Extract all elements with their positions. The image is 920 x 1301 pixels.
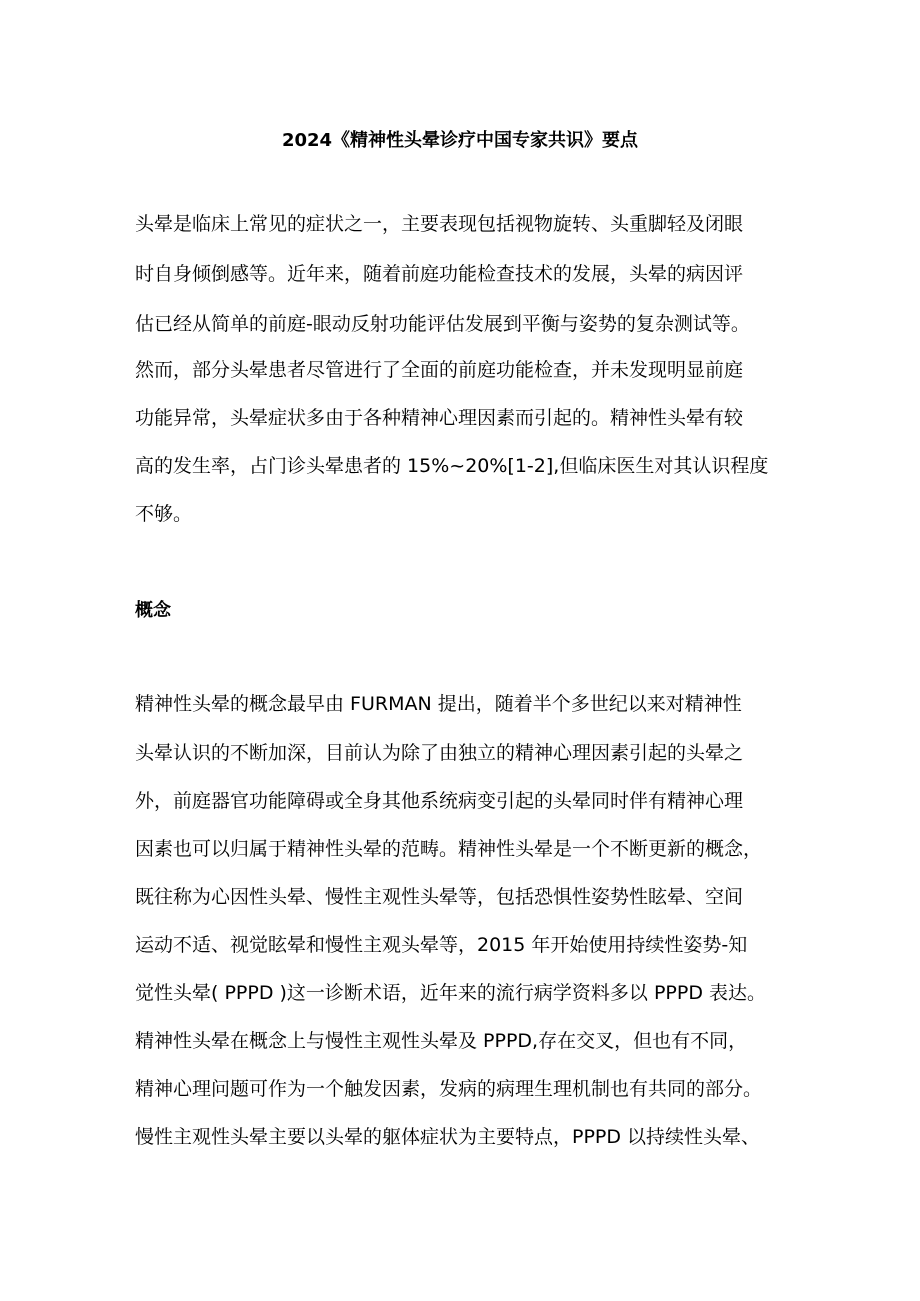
- intro-line: 高的发生率，占门诊头晕患者的 15%~20%[1-2],但临床医生对其认识程度: [135, 455, 769, 477]
- concept-line: 运动不适、视觉眩晕和慢性主观头晕等，2015 年开始使用持续性姿势-知: [135, 934, 748, 956]
- intro-line: 头晕是临床上常见的症状之一，主要表现包括视物旋转、头重脚轻及闭眼: [135, 213, 744, 235]
- concept-line: 既往称为心因性头晕、慢性主观性头晕等，包括恐惧性姿势性眩晕、空间: [135, 886, 744, 908]
- concept-line: 精神心理问题可作为一个触发因素，发病的病理生理机制也有共同的部分。: [135, 1078, 763, 1100]
- concept-line: 精神性头晕的概念最早由 FURMAN 提出，随着半个多世纪以来对精神性: [135, 693, 742, 715]
- intro-line: 然而，部分头晕患者尽管进行了全面的前庭功能检查，并未发现明显前庭: [135, 359, 744, 381]
- concept-line: 慢性主观性头晕主要以头晕的躯体症状为主要特点，PPPD 以持续性头晕、: [135, 1126, 761, 1148]
- intro-line: 功能异常，头晕症状多由于各种精神心理因素而引起的。精神性头晕有较: [135, 407, 744, 429]
- intro-line: 不够。: [135, 503, 193, 525]
- intro-line: 估已经从简单的前庭-眼动反射功能评估发展到平衡与姿势的复杂测试等。: [135, 313, 750, 335]
- concept-line: 精神性头晕在概念上与慢性主观性头晕及 PPPD,存在交叉，但也有不同，: [135, 1030, 748, 1052]
- concept-line: 外，前庭器官功能障碍或全身其他系统病变引起的头晕同时伴有精神心理: [135, 790, 744, 812]
- intro-line: 时自身倾倒感等。近年来，随着前庭功能检查技术的发展，头晕的病因评: [135, 263, 744, 285]
- document-title: 2024《精神性头晕诊疗中国专家共识》要点: [281, 130, 639, 151]
- concept-line: 因素也可以归属于精神性头晕的范畴。精神性头晕是一个不断更新的概念，: [135, 838, 763, 860]
- concept-line: 觉性头晕( PPPD )这一诊断术语，近年来的流行病学资料多以 PPPD 表达。: [135, 982, 766, 1004]
- section-heading: 概念: [135, 600, 171, 621]
- concept-line: 头晕认识的不断加深，目前认为除了由独立的精神心理因素引起的头晕之: [135, 742, 744, 764]
